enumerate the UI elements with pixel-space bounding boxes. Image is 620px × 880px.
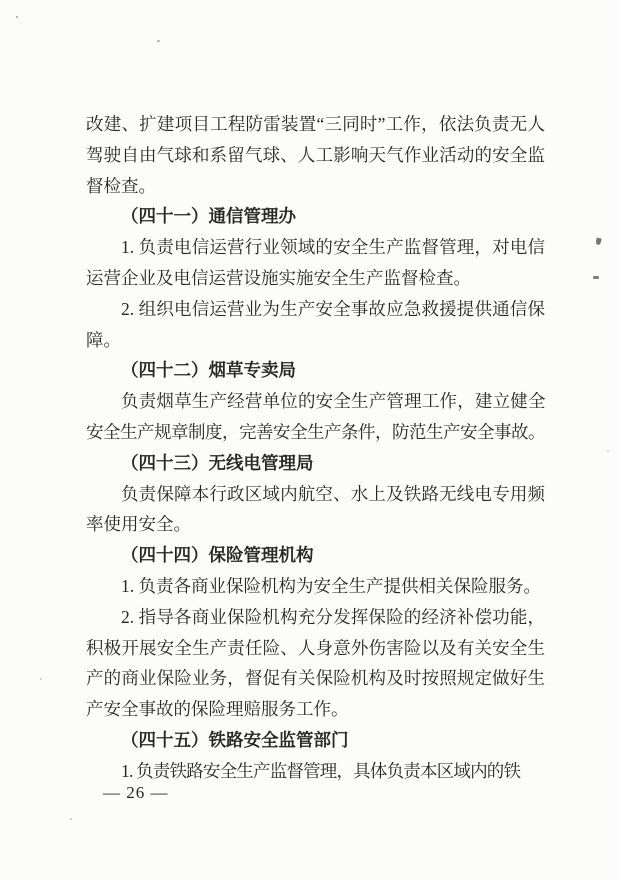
paragraph: 改建、扩建项目工程防雷装置“三同时”工作，依法负责无人驾驶自由气球和系留气球、人工影响天气作业活动的安全监督检查。 [86, 114, 545, 196]
section-heading: （四十一）通信管理办 [121, 206, 296, 227]
scan-speck [40, 678, 42, 680]
section-heading: （四十二）烟草专卖局 [121, 360, 296, 381]
paragraph: 负责保障本行政区域内航空、水上及铁路无线电专用频率使用安全。 [86, 483, 545, 535]
document-body [86, 109, 545, 787]
scan-speck [595, 238, 601, 246]
section-heading: （四十三）无线电管理局 [121, 452, 314, 473]
scan-speck [16, 16, 18, 18]
section-heading: （四十四）保险管理机构 [121, 545, 314, 566]
scan-speck [607, 450, 609, 452]
paragraph: 1. 负责铁路安全生产监督管理，具体负责本区域内的铁 [121, 760, 521, 781]
page-number: — 26 — [103, 783, 169, 802]
paragraph: 2. 组织电信运营业为生产安全事故应急救援提供通信保障。 [86, 298, 545, 350]
scan-speck [70, 818, 72, 820]
scan-speck [157, 40, 160, 42]
paragraph: 负责烟草生产经营单位的安全生产管理工作，建立健全安全生产规章制度，完善安全生产条件，防范生产安全事故。 [86, 391, 545, 442]
paragraph: 1. 负责各商业保险机构为安全生产提供相关保险服务。 [121, 575, 541, 596]
scan-speck [256, 114, 259, 116]
scan-speck [593, 276, 599, 279]
paragraph: 2. 指导各商业保险机构充分发挥保险的经济补偿功能，积极开展安全生产责任险、人身意外伤害险以及有关安全生产的商业保险业务，督促有关保险机构及时按照规定做好生产安全事故的保险理赔服务工作。 [86, 606, 545, 720]
section-heading: （四十五）铁路安全监管部门 [121, 729, 349, 750]
paragraph: 1. 负责电信运营行业领域的安全生产监督管理，对电信运营企业及电信运营设施实施安全生产监督检查。 [86, 237, 545, 288]
